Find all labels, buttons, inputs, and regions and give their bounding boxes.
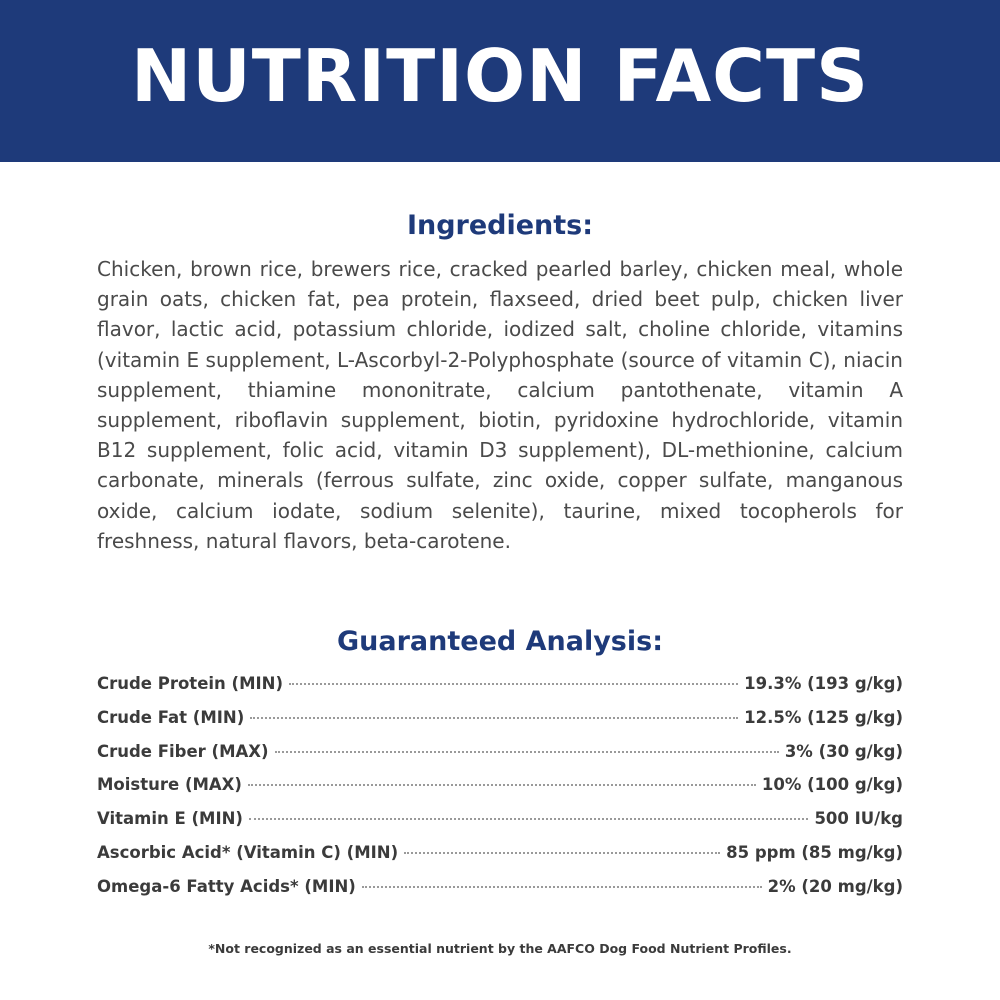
analysis-row-crude-protein xyxy=(97,674,903,708)
analysis-row-ascorbic-acid xyxy=(97,843,903,877)
analysis-row-value: 2% (20 mg/kg) xyxy=(767,876,903,896)
analysis-row-label: Vitamin E (MIN) xyxy=(97,809,243,829)
analysis-row-value: 3% (30 g/kg) xyxy=(784,741,903,761)
page-title: NUTRITION FACTS xyxy=(131,34,869,118)
guaranteed-analysis-table xyxy=(97,674,903,911)
analysis-row-vitamin-e xyxy=(97,809,903,843)
analysis-row-moisture xyxy=(97,775,903,809)
dot-leader xyxy=(248,784,756,786)
analysis-row-value: 500 IU/kg xyxy=(814,809,903,829)
analysis-row-value: 12.5% (125 g/kg) xyxy=(744,707,903,727)
analysis-row-label: Crude Fat (MIN) xyxy=(97,707,245,727)
analysis-row-label: Crude Protein (MIN) xyxy=(97,674,283,693)
dot-leader xyxy=(249,818,808,820)
header-banner xyxy=(0,0,1000,162)
dot-leader xyxy=(362,886,762,888)
analysis-row-label: Omega-6 Fatty Acids* (MIN) xyxy=(97,876,356,896)
analysis-row-label: Moisture (MAX) xyxy=(97,775,242,795)
analysis-row-crude-fiber xyxy=(97,742,903,776)
dot-leader xyxy=(289,683,738,685)
analysis-row-label: Crude Fiber (MAX) xyxy=(97,741,269,761)
analysis-row-crude-fat xyxy=(97,708,903,742)
analysis-row-value: 10% (100 g/kg) xyxy=(761,775,903,795)
guaranteed-analysis-heading: Guaranteed Analysis: xyxy=(336,626,663,657)
analysis-row-omega-6 xyxy=(97,877,903,911)
dot-leader xyxy=(250,717,738,719)
ingredients-heading: Ingredients: xyxy=(406,210,594,241)
analysis-row-label: Ascorbic Acid* (Vitamin C) (MIN) xyxy=(97,842,399,862)
dot-leader xyxy=(275,751,779,753)
analysis-row-value: 85 ppm (85 mg/kg) xyxy=(726,842,903,862)
dot-leader xyxy=(404,852,720,854)
analysis-row-value: 19.3% (193 g/kg) xyxy=(744,674,903,693)
ingredients-text: Chicken, brown rice, brewers rice, cracked pearled barley, chicken meal, whole grain oats, chicken fat, pea protein, flaxseed, dried beet pulp, chicken liver flavor, lactic acid, potassium chloride, iodized salt, choline chloride, vitamins (vitamin E supplement, L-Ascorbyl-2-Polyphosphate (source of vitamin C), niacin supplement, thiamine mononitrate, calcium pantothenate, vitamin A supplement, riboflavin supplement, biotin, pyridoxine hydrochloride, vitamin B12 supplement, folic acid, vitamin D3 supplement), DL-methionine, calcium carbonate, minerals (ferrous sulfate, zinc oxide, copper sulfate, manganous oxide, calcium iodate, sodium selenite), taurine, mixed tocopherols for freshness, natural flavors, beta-carotene. xyxy=(97,257,903,553)
footnote: *Not recognized as an essential nutrient by the AAFCO Dog Food Nutrient Profiles. xyxy=(208,941,792,956)
